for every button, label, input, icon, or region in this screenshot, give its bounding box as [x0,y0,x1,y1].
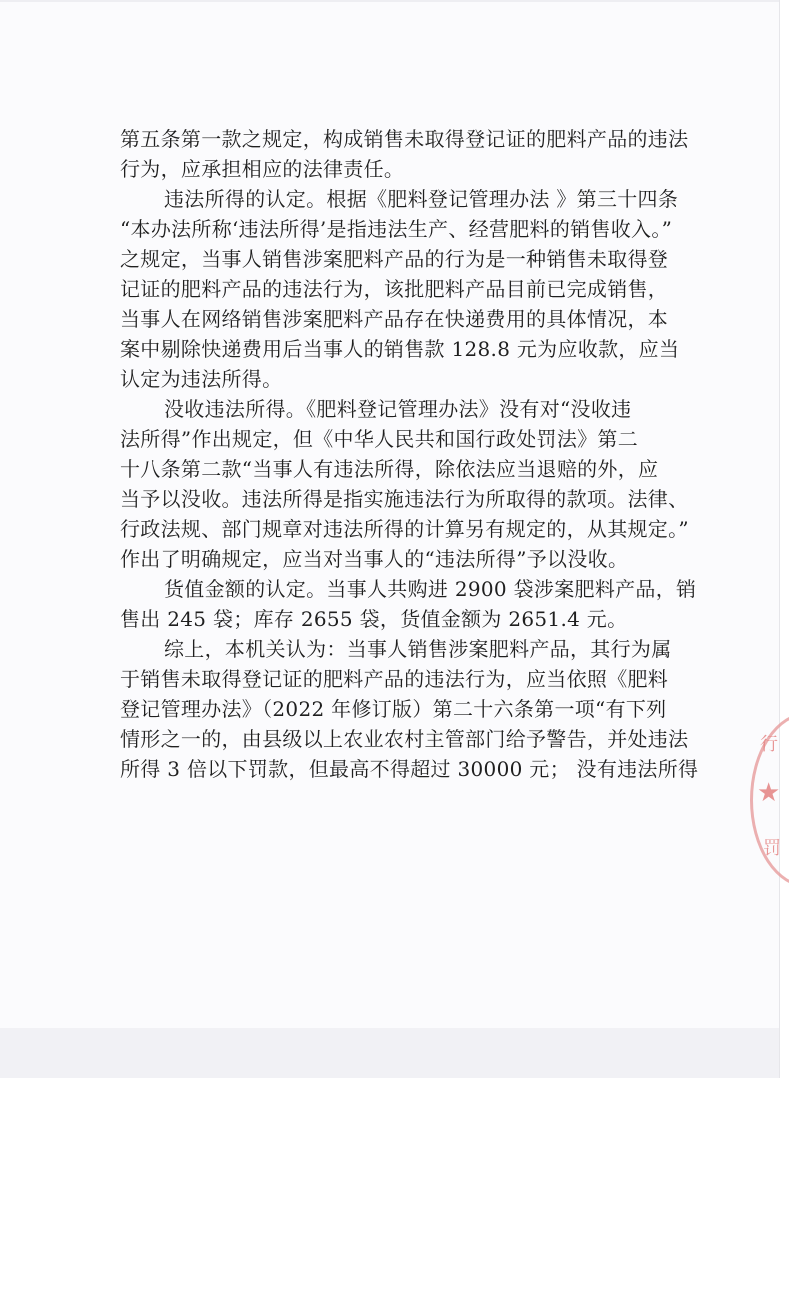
document-body [120,124,700,784]
paragraph-goods-value: 货值金额的认定。当事人共购进 2900 袋涉案肥料产品，销 售出 245 袋；库存 2655 袋，货值金额为 2651.4 元。 [120,577,697,631]
seal-char: 行 [760,734,778,755]
paragraph-illegal-income-determination: 违法所得的认定。根据《肥料登记管理办法 》第三十四条 “本办法所称‘违法所得’是指违法生产、经营肥料的销售收入。” 之规定，当事人销售涉案肥料产品的行为是一种销售未取得登 记证的肥料产品的违法行为，该批肥料产品目前已完成销售， 当事人在网络销售涉案肥料产品存在快递费用的具体情况，本 案中剔除快递费用后当事人的销售款 128.8 元为应收款，应当 认定为违法所得。 [120,187,680,391]
paragraph-confiscation: 没收违法所得。《肥料登记管理办法》没有对“没收违 法所得”作出规定，但《中华人民共和国行政处罚法》第二 十八条第二款“当事人有违法所得，除依法应当退赔的外，应 当予以没收。违法所得是指实施违法行为所取得的款项。法律、 行政法规、部门规章对违法所得的计算另有规定的，从其规定。” 作出了明确规定，应当对当事人的“违法所得”予以没收。 [120,397,689,571]
page-top-edge [0,0,779,2]
paragraph-legal-basis: 第五条第一款之规定，构成销售未取得登记证的肥料产品的违法 行为，应承担相应的法律责任。 [120,127,689,181]
page-bottom-shade [0,1028,779,1078]
paragraph-conclusion: 综上，本机关认为：当事人销售涉案肥料产品，其行为属 于销售未取得登记证的肥料产品的违法行为，应当依照《肥料 登记管理办法》（2022 年修订版）第二十六条第一项“有下列 情形之一的，由县级以上农业农村主管部门给予警告，并处违法 所得 3 倍以下罚款，但最高不得超过 30000 元； 没有违法所得 [120,637,699,781]
seal-star-icon: ★ [757,778,781,808]
seal-char: 罚 [763,838,781,859]
